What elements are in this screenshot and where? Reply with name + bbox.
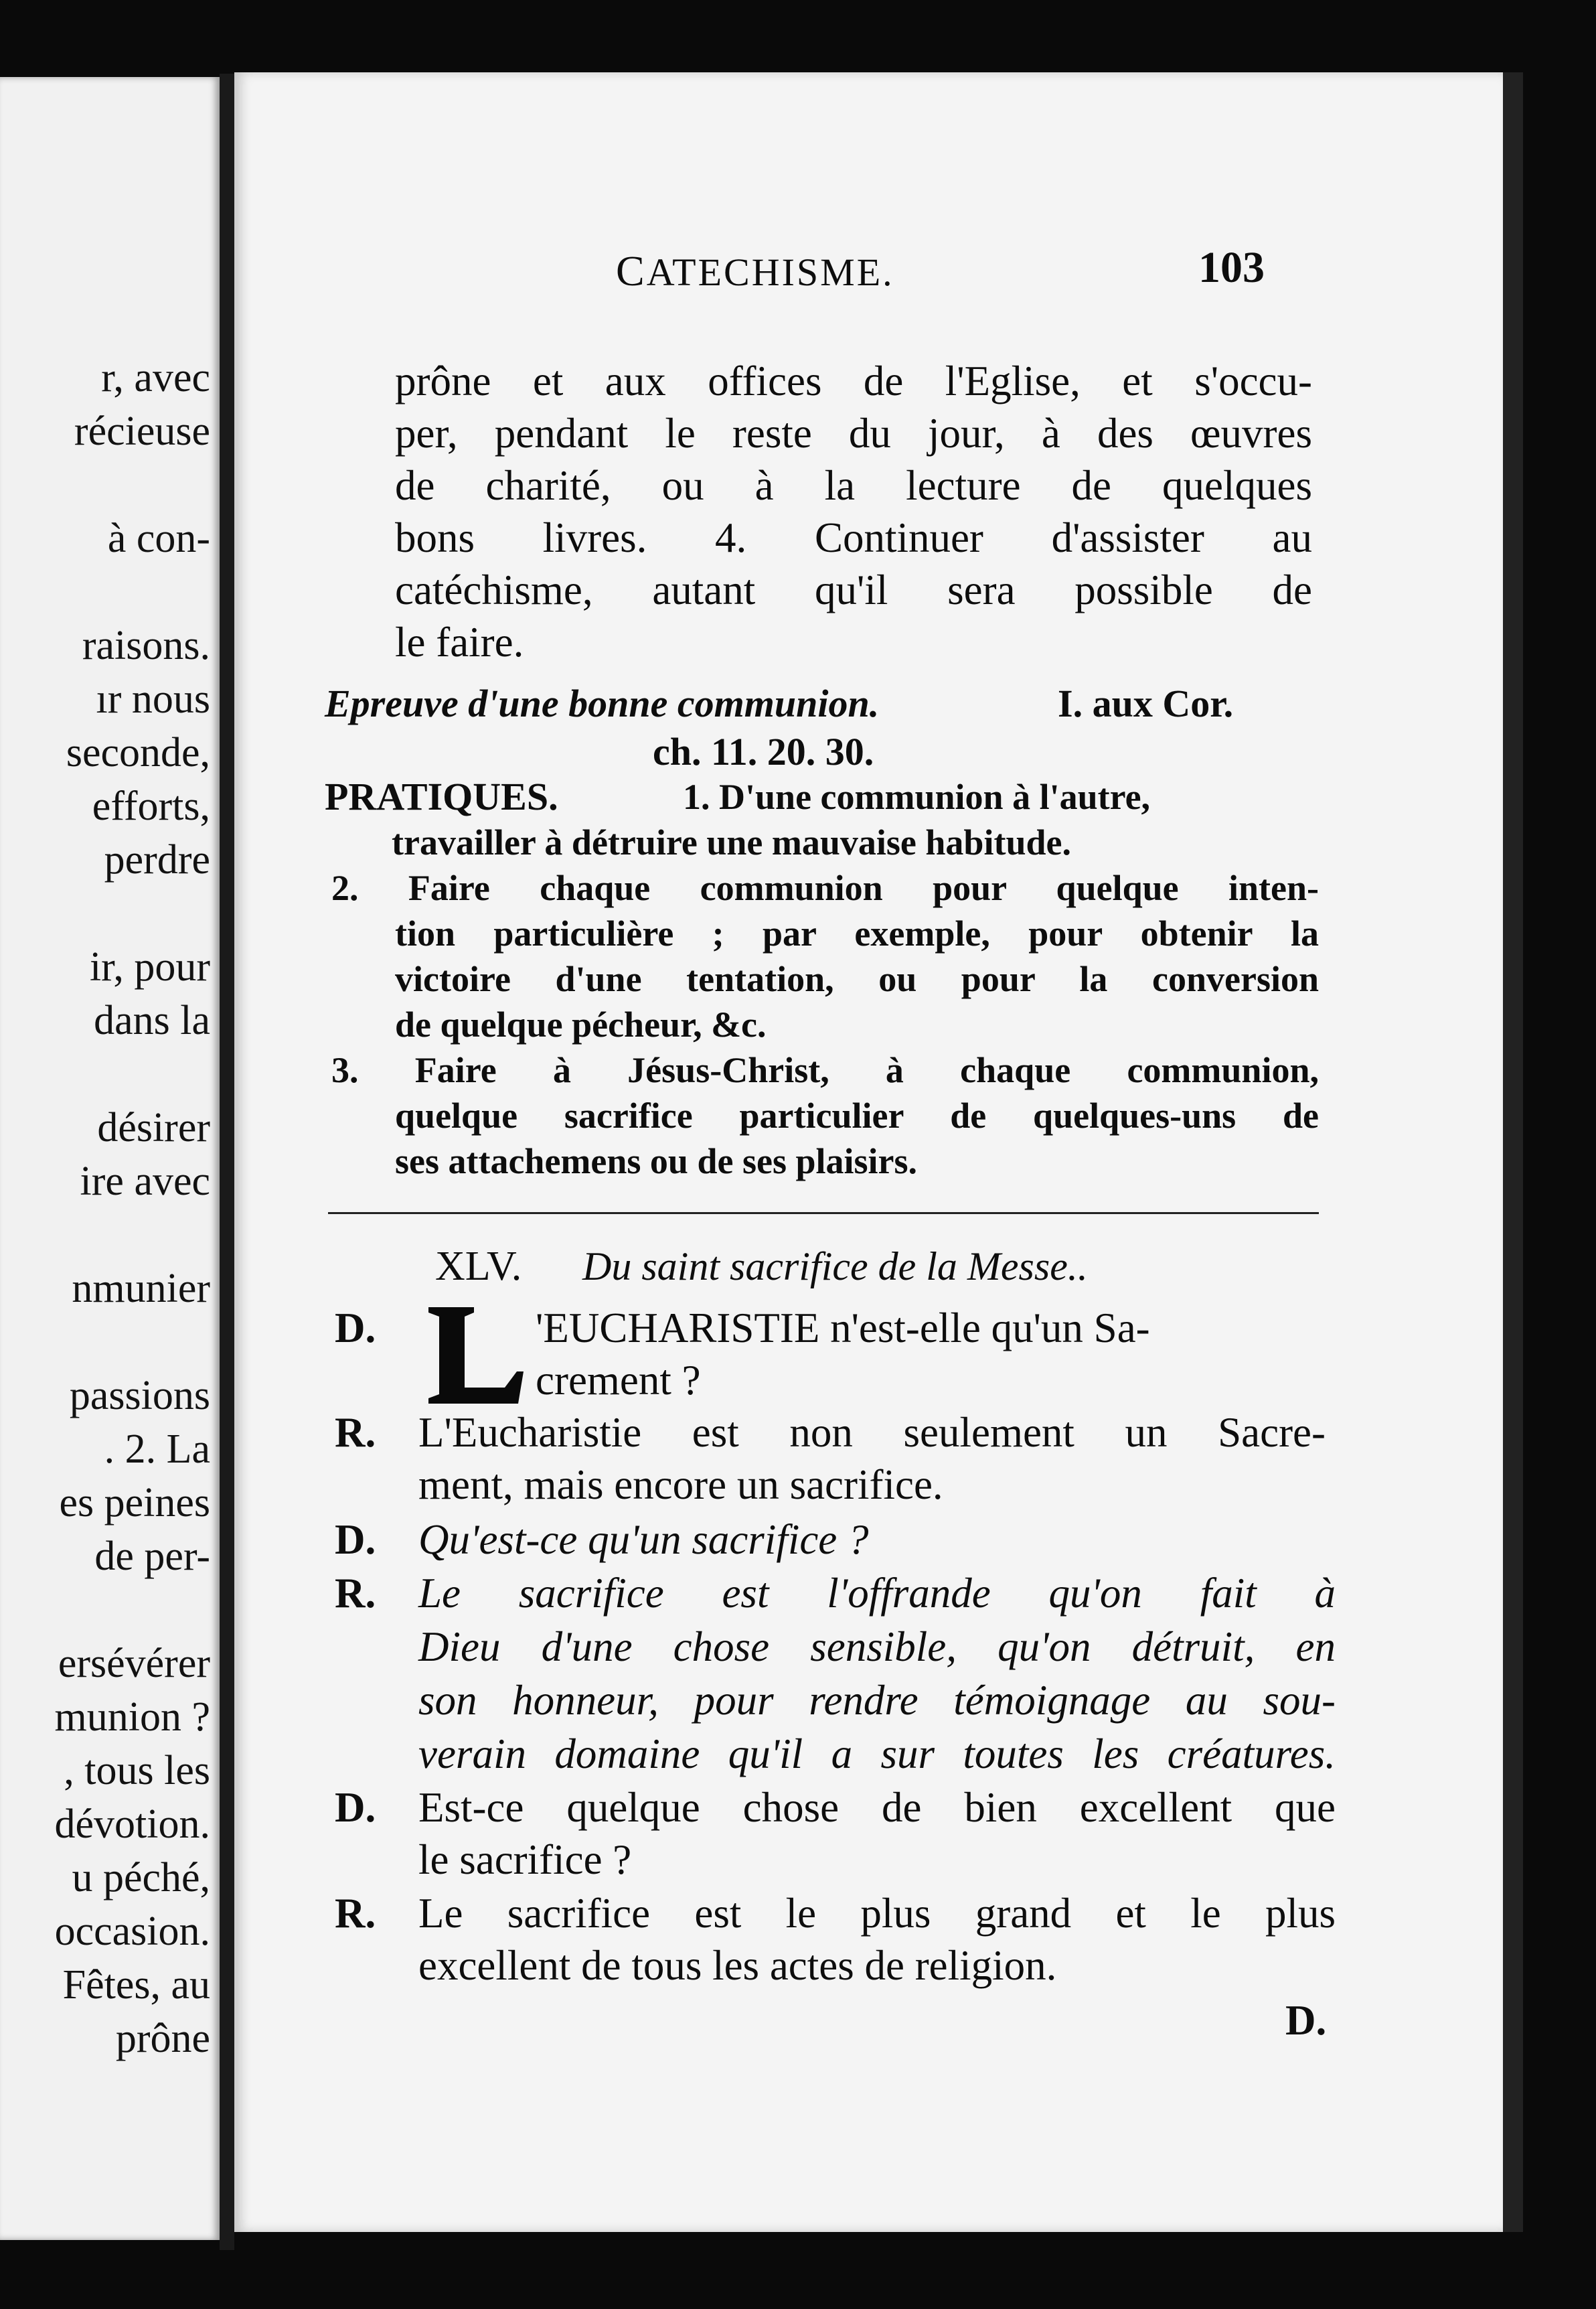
qa-line: Dieu d'une chose sensible, qu'on détruit, en: [418, 1623, 1336, 1670]
left-fragment: de per-: [94, 1534, 210, 1579]
left-fragment: nmunier: [72, 1266, 210, 1311]
left-fragment: ir, pour: [89, 944, 210, 990]
left-fragment: efforts,: [92, 784, 210, 829]
catchword: D.: [1285, 1997, 1327, 2044]
left-fragment: prône: [115, 2016, 210, 2061]
left-fragment: occasion.: [54, 1909, 210, 1954]
qa-line: ment, mais encore un sacrifice.: [418, 1461, 943, 1508]
book-gutter: [220, 74, 234, 2250]
left-fragment: ır nous: [96, 676, 210, 722]
left-fragment: dévotion.: [54, 1801, 210, 1847]
left-fragment: . 2. La: [104, 1426, 210, 1472]
left-fragment: passions: [69, 1373, 210, 1418]
qa-label: D.: [335, 1516, 376, 1563]
drop-cap-letter-graphic: [416, 1302, 530, 1409]
pratiques-line: victoire d'une tentation, ou pour la conversion: [395, 959, 1319, 999]
left-fragment: u péché,: [72, 1855, 210, 1901]
qa-line: le sacrifice ?: [418, 1836, 632, 1883]
left-fragment: ersévérer: [58, 1641, 210, 1686]
qa-label: D.: [335, 1784, 376, 1831]
qa-line: 'EUCHARISTIE n'est-elle qu'un Sa-: [536, 1305, 1150, 1351]
qa-line: Qu'est-ce qu'un sacrifice ?: [418, 1516, 869, 1563]
epreuve-reference-2: ch. 11. 20. 30.: [653, 730, 874, 773]
epreuve-reference: I. aux Cor.: [1058, 682, 1234, 725]
qa-line: verain domaine qu'il a sur toutes les créatures.: [418, 1730, 1336, 1777]
qa-label: R.: [335, 1409, 376, 1456]
page-edge: [1503, 72, 1523, 2232]
pratiques-line: de quelque pécheur, &c.: [395, 1004, 767, 1045]
pratiques-label: PRATIQUES.: [325, 775, 558, 818]
left-fragment: dans la: [94, 998, 210, 1043]
left-fragment: Fêtes, au: [62, 1962, 210, 2008]
pratiques-line: 1. D'une communion à l'autre,: [683, 777, 1151, 817]
body-line: prône et aux offices de l'Eglise, et s'occu-: [395, 358, 1312, 404]
left-fragment: r, avec: [101, 355, 210, 400]
qa-line: L'Eucharistie est non seulement un Sacre-: [418, 1409, 1326, 1456]
pratiques-line: quelque sacrifice particulier de quelques-uns de: [395, 1096, 1319, 1136]
body-line: bons livres. 4. Continuer d'assister au: [395, 514, 1312, 561]
qa-line: excellent de tous les actes de religion.: [418, 1942, 1057, 1989]
qa-label: D.: [335, 1305, 376, 1351]
left-fragment: munion ?: [54, 1694, 210, 1740]
body-line: de charité, ou à la lecture de quelques: [395, 462, 1312, 509]
left-fragment: es peines: [59, 1480, 210, 1525]
pratiques-line: 2. Faire chaque communion pour quelque inten-: [331, 868, 1319, 908]
pratiques-line: travailler à détruire une mauvaise habitude.: [392, 822, 1071, 863]
running-head-cap: C: [616, 247, 647, 295]
section-rule: [328, 1212, 1319, 1214]
qa-line: Le sacrifice est le plus grand et le plus: [418, 1890, 1336, 1937]
pratiques-line: ses attachemens ou de ses plaisirs.: [395, 1141, 917, 1181]
page-number: 103: [1198, 243, 1265, 292]
body-line: per, pendant le reste du jour, à des œuvres: [395, 410, 1312, 457]
qa-line: Le sacrifice est l'offrande qu'on fait à: [418, 1570, 1336, 1617]
left-fragment: raisons.: [82, 623, 210, 668]
chapter-number: XLV.: [435, 1244, 522, 1289]
qa-label: R.: [335, 1890, 376, 1937]
body-line: catéchisme, autant qu'il sera possible de: [395, 567, 1312, 613]
qa-line: son honneur, pour rendre témoignage au sou-: [418, 1677, 1336, 1724]
left-fragment: désirer: [97, 1105, 210, 1150]
running-head-rest: ATECHISME.: [646, 250, 894, 294]
qa-line: crement ?: [536, 1357, 701, 1404]
left-fragment: à con-: [107, 516, 210, 561]
left-fragment: , tous les: [64, 1748, 210, 1793]
left-fragment: perdre: [104, 837, 210, 883]
epreuve-title: Epreuve d'une bonne communion.: [325, 682, 880, 725]
chapter-title: Du saint sacrifice de la Messe..: [582, 1244, 1088, 1288]
body-line: le faire.: [395, 619, 524, 666]
running-head: [616, 246, 894, 296]
qa-line: Est-ce quelque chose de bien excellent que: [418, 1784, 1336, 1831]
pratiques-line: 3. Faire à Jésus-Christ, à chaque communion,: [331, 1050, 1319, 1090]
qa-label: R.: [335, 1570, 376, 1617]
left-fragment: seconde,: [66, 730, 210, 775]
pratiques-line: tion particulière ; par exemple, pour obtenir la: [395, 913, 1319, 954]
left-fragment: ire avec: [80, 1159, 210, 1204]
left-fragment: récieuse: [74, 408, 210, 454]
left-page: [0, 77, 220, 2240]
drop-cap: [416, 1302, 530, 1409]
